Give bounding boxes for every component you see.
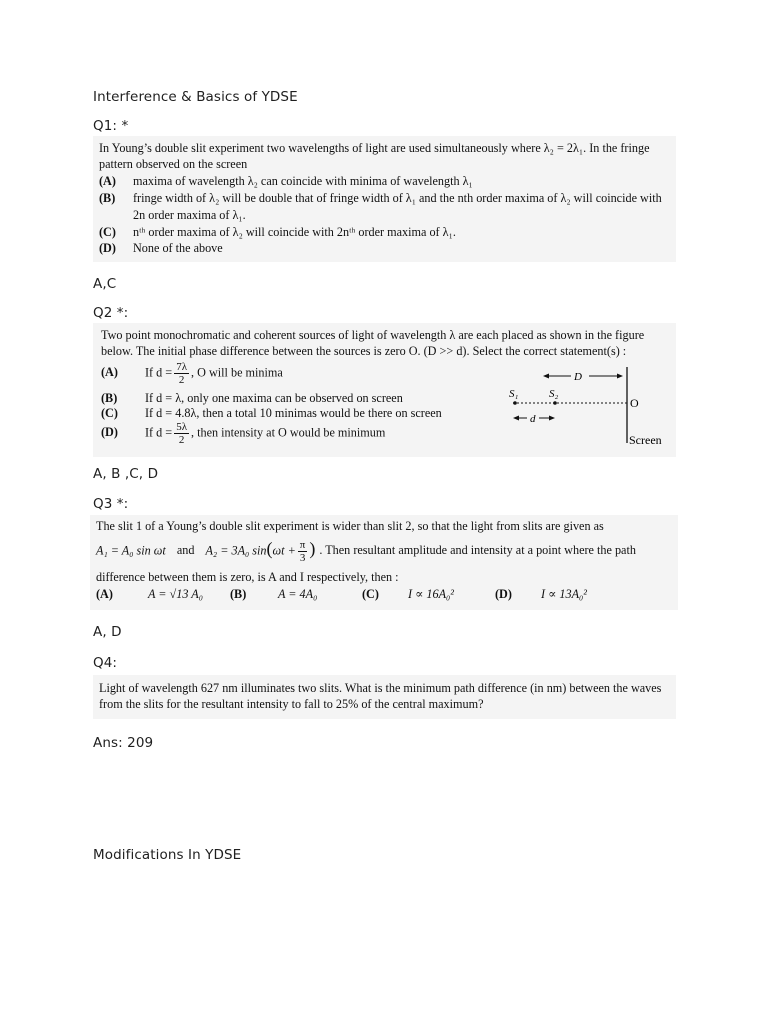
option-text: nᵗʰ order maxima of λ₂ will coincide with 2nᵗʰ order maxima of λ₁. <box>133 225 456 239</box>
question-label-q2: Q2 *: <box>93 305 129 321</box>
q1-stem-line2: pattern observed on the screen <box>99 157 248 171</box>
q4-stem-line1: Light of wavelength 627 nm illuminates two slits. What is the minimum path difference (in nm) between the waves <box>99 681 662 695</box>
label-O: O <box>630 396 639 410</box>
equation-a2: A₂ = 3A₀ sin <box>205 543 267 558</box>
q1-option-b-cont: 2n order maxima of λ₁. <box>133 208 246 222</box>
option-text: If d = <box>145 425 173 440</box>
fraction-numerator: π <box>299 539 306 551</box>
q3-stem-line3: difference between them is zero, is A and I respectively, then : <box>96 570 399 584</box>
option-key: (B) <box>99 191 116 205</box>
option-text: I ∝ 13A₀² <box>541 587 587 601</box>
option-key: (A) <box>96 587 113 601</box>
option-key: (A) <box>101 365 118 380</box>
option-text: If d = <box>145 365 173 380</box>
question-image-q3 <box>90 515 678 610</box>
option-text: maxima of wavelength λ₂ can coincide with minima of wavelength λ₁ <box>133 174 473 188</box>
option-key: (B) <box>101 391 118 405</box>
question-label-q4: Q4: <box>93 655 118 671</box>
q1-option-b <box>99 190 662 207</box>
q1-option-c <box>99 224 456 241</box>
equation-inner: ωt + <box>272 543 296 558</box>
q3-equations <box>96 539 636 564</box>
answer-q3: A, D <box>93 624 122 640</box>
fraction-denominator: 3 <box>299 552 306 564</box>
q2-stem-line2: below. The initial phase difference between the sources is zero O. (D >> d). Select the correct statement(s) : <box>101 344 627 358</box>
option-key: (D) <box>99 241 116 255</box>
fraction-numerator: 5λ <box>176 421 188 433</box>
ydse-figure <box>503 361 673 457</box>
q2-option-c <box>101 405 442 422</box>
d-arrowhead-left <box>513 416 519 421</box>
option-key: (D) <box>495 587 512 601</box>
q1-stem-line1: In Young’s double slit experiment two wavelengths of light are used simultaneously where λ₂ = 2λ₁. In the fringe <box>99 141 650 155</box>
label-D: D <box>574 371 582 383</box>
option-text: None of the above <box>133 241 223 255</box>
paren-open: ( <box>266 538 273 559</box>
q1-option-d <box>99 240 223 257</box>
question-image-q4 <box>93 675 676 719</box>
option-key: (A) <box>99 174 116 188</box>
option-text: If d = λ, only one maxima can be observed on screen <box>145 391 403 405</box>
option-text: , then intensity at O would be minimum <box>191 425 386 440</box>
label-d: d <box>530 413 536 425</box>
q2-stem-line1: Two point monochromatic and coherent sources of light of wavelength λ are each placed as shown in the figure <box>101 328 645 342</box>
label-screen: Screen <box>629 433 662 447</box>
answer-q4: Ans: 209 <box>93 735 154 751</box>
q3-option-c <box>362 586 454 603</box>
fraction <box>174 361 189 386</box>
q2-option-a <box>101 361 283 386</box>
q3-option-b <box>230 586 317 603</box>
paren-close: ) <box>309 538 316 559</box>
option-text: A = 4A₀ <box>278 587 318 601</box>
answer-q1: A,C <box>93 276 117 292</box>
D-arrowhead-right <box>617 374 623 379</box>
question-image-q1 <box>93 136 676 262</box>
q2-option-d <box>101 421 385 446</box>
question-label-q1: Q1: * <box>93 118 129 134</box>
q3-stem-line1: The slit 1 of a Young’s double slit experiment is wider than slit 2, so that the light from slits are given as <box>96 519 604 533</box>
fraction <box>174 421 189 446</box>
option-text: fringe width of λ₂ will be double that of fringe width of λ₁ and the nth order maxima of λ₂ will coincide with <box>133 191 662 205</box>
question-label-q3: Q3 *: <box>93 496 129 512</box>
label-s1: S₁ <box>509 388 519 400</box>
equation-and: and <box>176 543 195 558</box>
q3-option-d <box>495 586 587 603</box>
question-image-q2 <box>93 323 676 457</box>
q4-stem-line2: from the slits for the resultant intensity to fall to 25% of the central maximum? <box>99 697 484 711</box>
q1-option-a <box>99 173 473 190</box>
option-key: (C) <box>101 406 118 420</box>
option-key: (C) <box>99 225 116 239</box>
answer-q2: A, B ,C, D <box>93 466 159 482</box>
source-s2-dot <box>553 401 557 405</box>
option-key: (D) <box>101 425 118 440</box>
fraction <box>298 539 308 564</box>
option-key: (C) <box>362 587 379 601</box>
q3-option-a <box>96 586 203 603</box>
option-text: , O will be minima <box>191 365 283 380</box>
option-key: (B) <box>230 587 247 601</box>
option-text: A = √13 A₀ <box>148 587 203 601</box>
section-heading-2: Modifications In YDSE <box>93 847 242 863</box>
fraction-denominator: 2 <box>178 434 185 446</box>
D-arrowhead-left <box>543 374 549 379</box>
source-s1-dot <box>513 401 517 405</box>
label-s2: S₂ <box>549 388 559 400</box>
equation-a1: A₁ = A₀ sin ωt <box>96 543 166 558</box>
option-text: If d = 4.8λ, then a total 10 minimas would be there on screen <box>145 406 442 420</box>
section-heading: Interference & Basics of YDSE <box>93 89 298 105</box>
fraction-numerator: 7λ <box>176 361 188 373</box>
d-arrowhead-right <box>549 416 555 421</box>
option-text: I ∝ 16A₀² <box>408 587 454 601</box>
fraction-denominator: 2 <box>178 374 185 386</box>
equation-tail: . Then resultant amplitude and intensity at a point where the path <box>319 543 636 558</box>
